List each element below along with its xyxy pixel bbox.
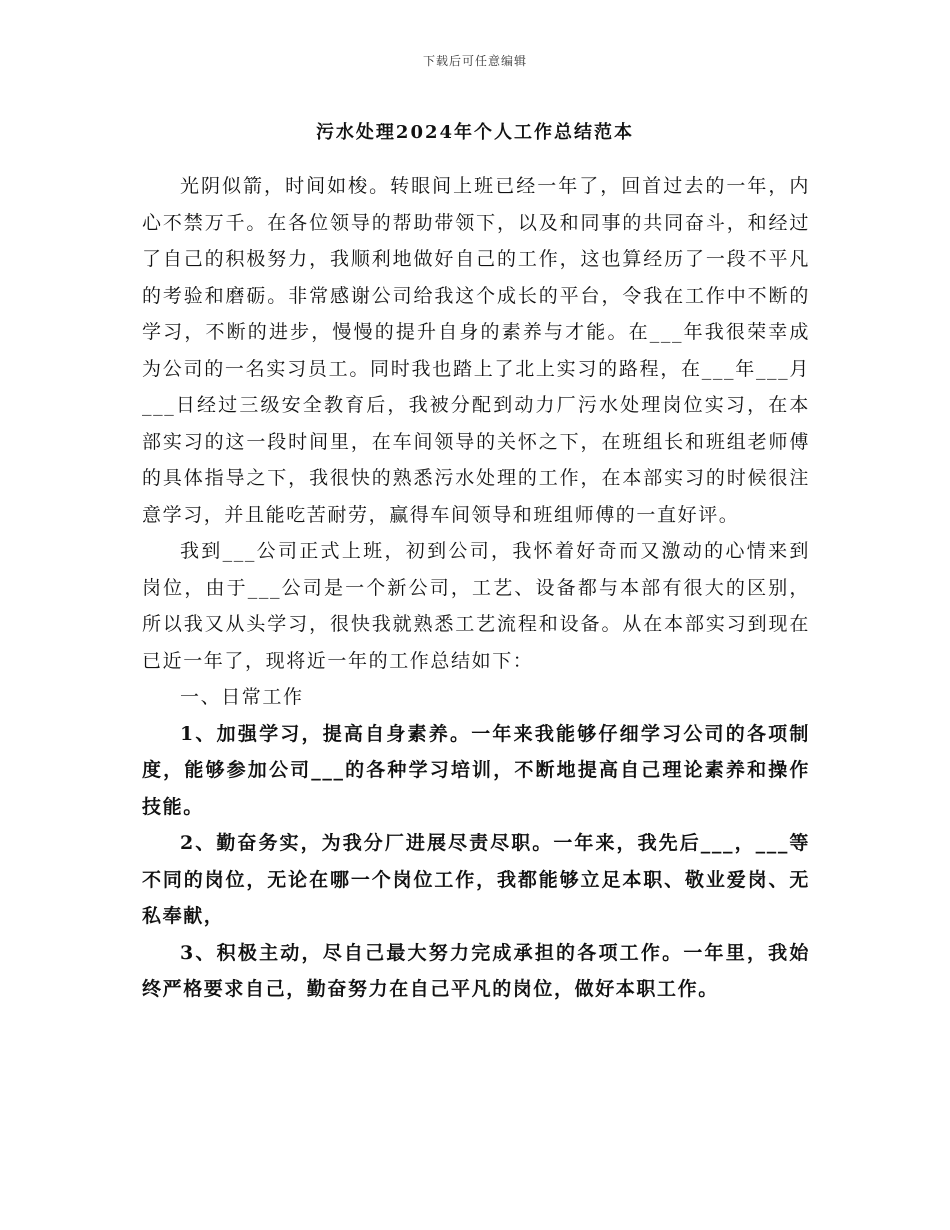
paragraph-arrival: 我到___公司正式上班，初到公司，我怀着好奇而又激动的心情来到岗位，由于___公司是一个新公司，工艺、设备都与本部有很大的区别，所以我又从头学习，很快我就熟悉工艺流程和设备。从在本部实习到现在已近一年了，现将近一年的工作总结如下： [142,540,810,672]
document-body [142,168,810,1008]
paragraph-item-3: 3、积极主动，尽自己最大努力完成承担的各项工作。一年里，我始终严格要求自己，勤奋努力在自己平凡的岗位，做好本职工作。 [142,941,810,1000]
page-header: 下载后可任意编辑 [422,54,527,68]
paragraph-item-1: 1、加强学习，提高自身素养。一年来我能够仔细学习公司的各项制度，能够参加公司___的各种学习培训，不断地提高自己理论素养和操作技能。 [142,722,810,818]
paragraph-intro: 光阴似箭，时间如梭。转眼间上班已经一年了，回首过去的一年，内心不禁万千。在各位领导的帮助带领下，以及和同事的共同奋斗，和经过了自己的积极努力，我顺利地做好自己的工作，这也算经历了一段不平凡的考验和磨砺。非常感谢公司给我这个成长的平台，令我在工作中不断的学习，不断的进步，慢慢的提升自身的素养与才能。在___年我很荣幸成为公司的一名实习员工。同时我也踏上了北上实习的路程，在___年___月___日经过三级安全教育后，我被分配到动力厂污水处理岗位实习，在本部实习的这一段时间里，在车间领导的关怀之下，在班组长和班组老师傅的具体指导之下，我很快的熟悉污水处理的工作，在本部实习的时候很注意学习，并且能吃苦耐劳，赢得车间领导和班组师傅的一直好评。 [142,175,810,526]
paragraph-item-2: 2、勤奋务实，为我分厂进展尽责尽职。一年来，我先后___，___等不同的岗位，无论在哪一个岗位工作，我都能够立足本职、敬业爱岗、无私奉献， [142,832,810,927]
document-title: 污水处理2024年个人工作总结范本 [315,122,635,143]
section-heading-daily-work: 一、日常工作 [180,686,304,708]
